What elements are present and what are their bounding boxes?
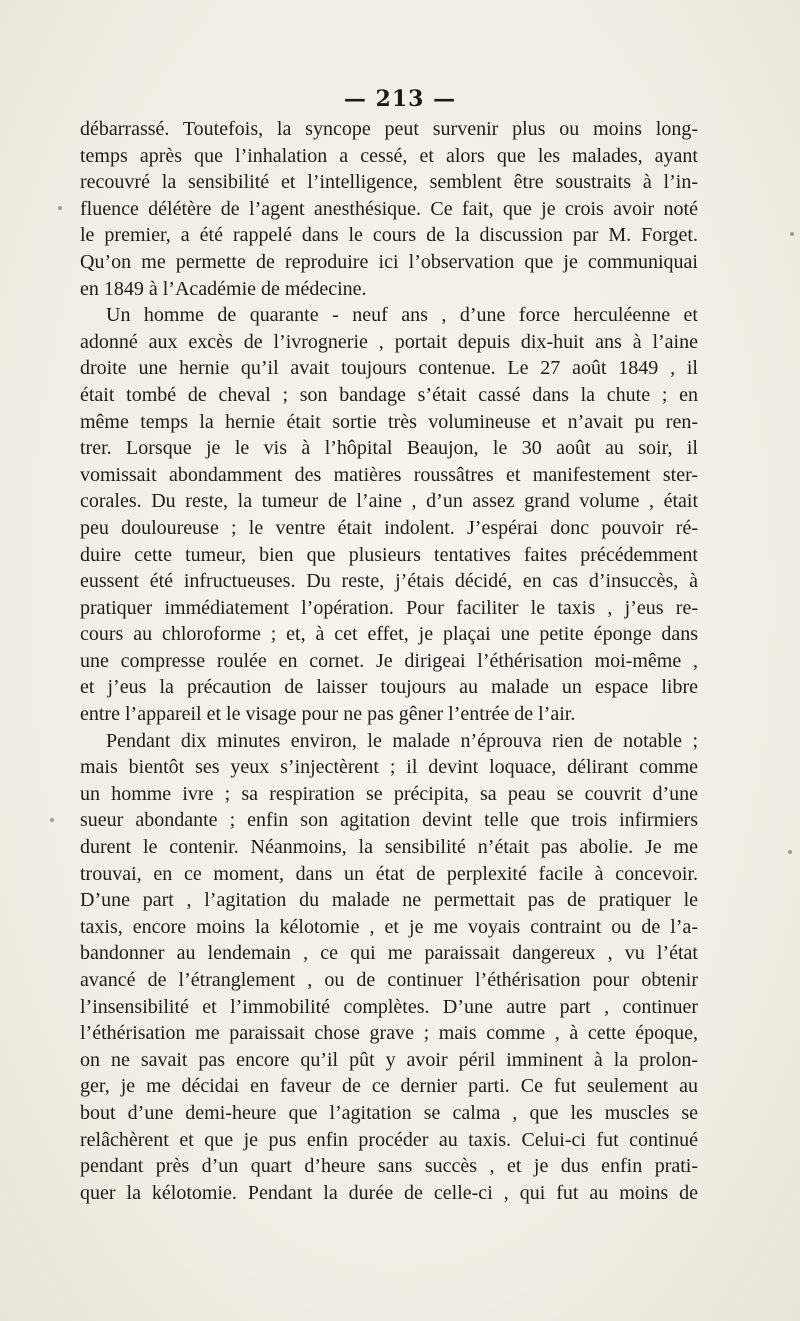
text-line: trer. Lorsque je le vis à l’hôpital Beaujon, le 30 août au soir, il [80, 437, 698, 460]
text-line: Pendant dix minutes environ, le malade n’éprouva rien de notable ; [106, 729, 698, 752]
text-line: cours au chloroforme ; et, à cet effet, je plaçai une petite éponge dans [80, 623, 698, 646]
text-line: trouvai, en ce moment, dans un état de perplexité facile à concevoir. [80, 862, 698, 885]
text-line: pratiquer immédiatement l’opération. Pour faciliter le taxis , j’eus re- [80, 596, 698, 619]
body-text [80, 116, 698, 1206]
text-line: eussent été infructueuses. Du reste, j’étais décidé, en cas d’insuccès, à [80, 570, 698, 593]
print-speck [50, 818, 54, 822]
text-line: même temps la hernie était sortie très volumineuse et n’avait pu ren- [80, 410, 698, 433]
text-line: durent le contenir. Néanmoins, la sensibilité n’était pas abolie. Je me [80, 836, 698, 859]
text-line: recouvré la sensibilité et l’intelligence, semblent être soustraits à l’in- [80, 171, 698, 194]
text-line: peu douloureuse ; le ventre était indolent. J’espérai donc pouvoir ré- [80, 516, 698, 539]
text-line: quer la kélotomie. Pendant la durée de celle-ci , qui fut au moins de [80, 1181, 698, 1204]
text-line: Un homme de quarante - neuf ans , d’une force herculéenne et [106, 304, 698, 327]
text-line: D’une part , l’agitation du malade ne permettait pas de pratiquer le [80, 889, 698, 912]
text-line: duire cette tumeur, bien que plusieurs tentatives faites précédemment [80, 543, 698, 566]
text-line: bandonner au lendemain , ce qui me paraissait dangereux , vu l’état [80, 942, 698, 965]
text-line: pendant près d’un quart d’heure sans succès , et je dus enfin prati- [80, 1155, 698, 1178]
text-line: vomissait abondamment des matières roussâtres et manifestement ster- [80, 463, 698, 486]
text-line: un homme ivre ; sa respiration se précipita, sa peau se couvrit d’une [80, 782, 698, 805]
text-line: en 1849 à l’Académie de médecine. [80, 277, 367, 300]
text-line: corales. Du reste, la tumeur de l’aine , d’un assez grand volume , était [80, 490, 698, 513]
text-line: et j’eus la précaution de laisser toujours au malade un espace libre [80, 676, 698, 699]
text-line: taxis, encore moins la kélotomie , et je me voyais contraint ou de l’a- [80, 915, 698, 938]
text-line: était tombé de cheval ; son bandage s’était cassé dans la chute ; en [80, 383, 698, 406]
text-line: avancé de l’étranglement , ou de continuer l’éthérisation pour obtenir [80, 969, 698, 991]
page-number: — 213 — [343, 86, 457, 112]
text-line: relâchèrent et que je pus enfin procéder au taxis. Celui-ci fut continué [80, 1128, 698, 1151]
text-line: entre l’appareil et le visage pour ne pas gêner l’entrée de l’air. [80, 703, 576, 726]
text-line: le premier, a été rappelé dans le cours de la discussion par M. Forget. [80, 224, 698, 247]
text-line: on ne savait pas encore qu’il pût y avoir péril imminent à la prolon- [80, 1048, 698, 1071]
print-speck [790, 232, 794, 236]
text-line: ger, je me décidai en faveur de ce dernier parti. Ce fut seulement au [80, 1075, 698, 1098]
text-line: temps après que l’inhalation a cessé, et alors que les malades, ayant [80, 144, 698, 167]
text-line: l’insensibilité et l’immobilité complètes. D’une autre part , continuer [80, 995, 698, 1018]
text-line: l’éthérisation me paraissait chose grave ; mais comme , à cette époque, [80, 1022, 698, 1045]
text-line: adonné aux excès de l’ivrognerie , portait depuis dix-huit ans à l’aine [80, 330, 698, 353]
text-line: fluence délétère de l’agent anesthésique. Ce fait, que je crois avoir noté [80, 197, 698, 220]
text-line: sueur abondante ; enfin son agitation devint telle que trois infirmiers [80, 809, 698, 832]
text-line: Qu’on me permette de reproduire ici l’observation que je communiquai [80, 250, 698, 273]
text-line: droite une hernie qu’il avait toujours contenue. Le 27 août 1849 , il [80, 357, 698, 380]
print-speck [58, 206, 62, 210]
text-line: bout d’une demi-heure que l’agitation se calma , que les muscles se [80, 1101, 698, 1124]
text-line: débarrassé. Toutefois, la syncope peut survenir plus ou moins long- [80, 118, 698, 140]
text-line: une compresse roulée en cornet. Je dirigeai l’éthérisation moi-même , [80, 649, 698, 672]
text-line: mais bientôt ses yeux s’injectèrent ; il devint loquace, délirant comme [80, 756, 698, 779]
print-speck [788, 850, 792, 854]
